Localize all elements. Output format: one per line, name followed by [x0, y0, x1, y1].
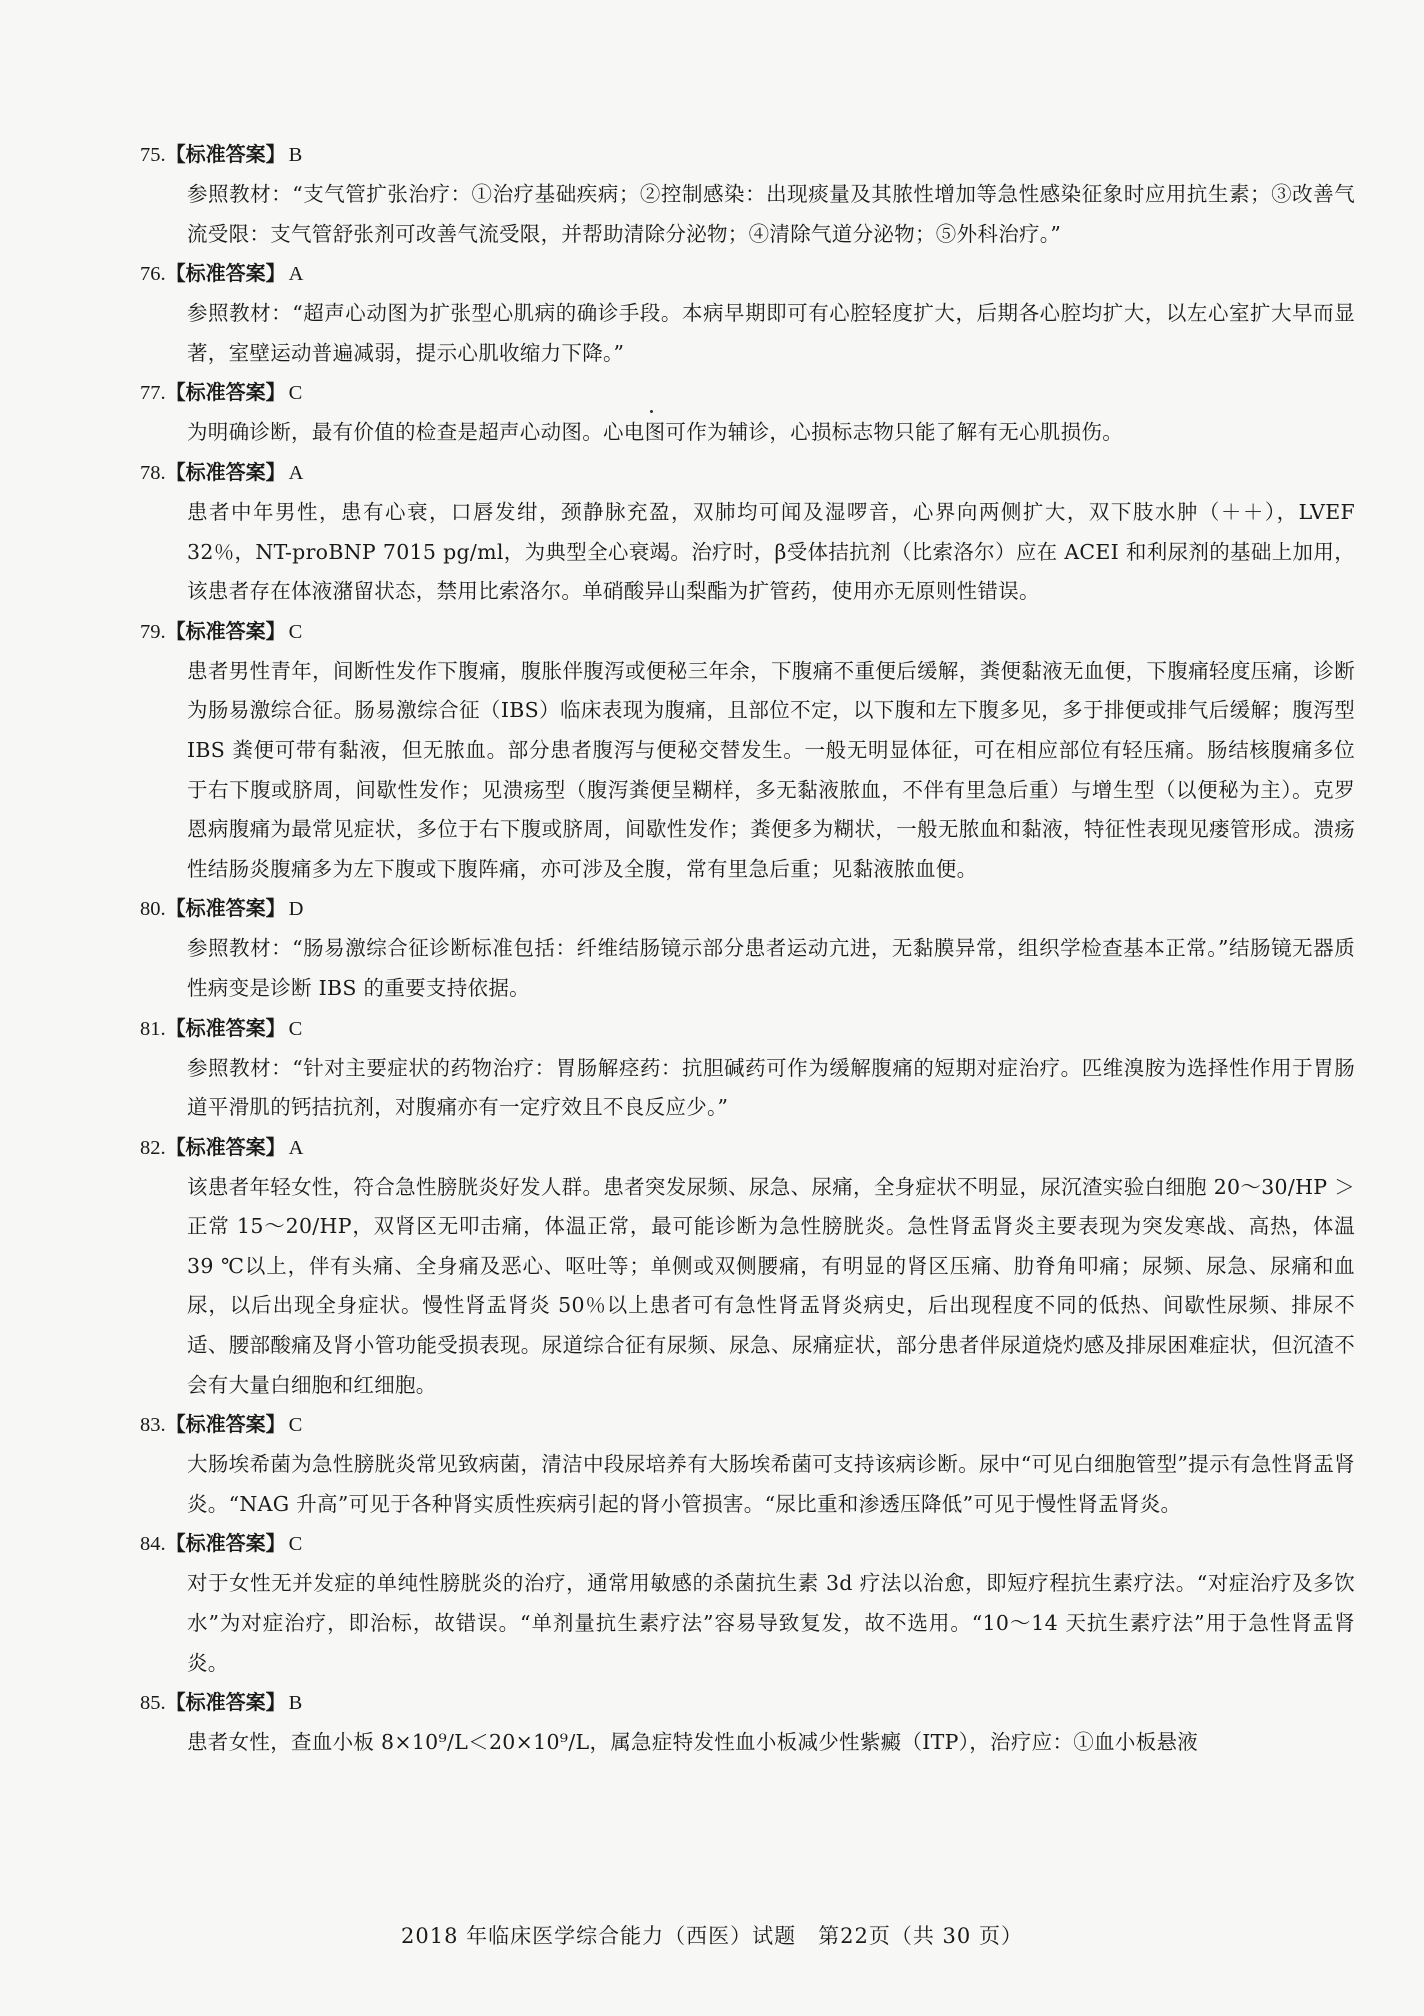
- answer-header: [140, 1128, 1355, 1168]
- question-number: 85.: [140, 1692, 166, 1715]
- question-number: 80.: [140, 898, 166, 921]
- standard-answer-label: 【标准答案】: [165, 896, 286, 921]
- standard-answer-label: 【标准答案】: [165, 261, 286, 286]
- answer-item-83: [140, 1405, 1355, 1524]
- standard-answer-label: 【标准答案】: [165, 459, 286, 484]
- answer-list: [140, 135, 1355, 1763]
- standard-answer-label: 【标准答案】: [165, 618, 286, 643]
- answer-item-77: [140, 373, 1355, 453]
- answer-letter: C: [288, 382, 303, 405]
- answer-letter: A: [288, 461, 304, 484]
- answer-item-84: [140, 1524, 1355, 1683]
- page-footer: 2018 年临床医学综合能力（西医）试题 第22页（共 30 页）: [401, 1924, 1023, 1948]
- answer-letter: A: [288, 1136, 304, 1159]
- answer-letter: B: [288, 1692, 303, 1715]
- answer-header: [140, 1683, 1355, 1723]
- answer-letter: D: [288, 898, 304, 921]
- answer-header: [140, 1524, 1355, 1564]
- answer-letter: C: [288, 1414, 303, 1437]
- explanation-text: 该患者年轻女性，符合急性膀胱炎好发人群。患者突发尿频、尿急、尿痛，全身症状不明显，尿沉渣实验白细胞 20～30/HP ＞正常 15～20/HP，双肾区无叩击痛，体温正常，最可能诊断为急性膀胱炎。急性肾盂肾炎主要表现为突发寒战、高热，体温 39 ℃以上，伴有头痛、全身痛及恶心、呕吐等；单侧或双侧腰痛，有明显的肾区压痛、肋脊角叩痛；尿频、尿急、尿痛和血尿，以后出现全身症状。慢性肾盂肾炎 50％以上患者可有急性肾盂肾炎病史，后出现程度不同的低热、间歇性尿频、排尿不适、腰部酸痛及肾小管功能受损表现。尿道综合征有尿频、尿急、尿痛症状，部分患者伴尿道烧灼感及排尿困难症状，但沉渣不会有大量白细胞和红细胞。: [187, 1174, 1355, 1397]
- question-number: 77.: [140, 382, 166, 405]
- answer-letter: C: [288, 620, 303, 643]
- explanation-text: 患者男性青年，间断性发作下腹痛，腹胀伴腹泻或便秘三年余，下腹痛不重便后缓解，粪便黏液无血便，下腹痛轻度压痛，诊断为肠易激综合征。肠易激综合征（IBS）临床表现为腹痛，且部位不定，以下腹和左下腹多见，多于排便或排气后缓解；腹泻型 IBS 粪便可带有黏液，但无脓血。部分患者腹泻与便秘交替发生。一般无明显体征，可在相应部位有轻压痛。肠结核腹痛多位于右下腹或脐周，间歇性发作；见溃疡型（腹泻粪便呈糊样，多无黏液脓血，不伴有里急后重）与增生型（以便秘为主）。克罗恩病腹痛为最常见症状，多位于右下腹或脐周，间歇性发作；粪便多为糊状，一般无脓血和黏液，特征性表现见瘘管形成。溃疡性结肠炎腹痛多为左下腹或下腹阵痛，亦可涉及全腹，常有里急后重；见黏液脓血便。: [187, 658, 1355, 881]
- answer-item-76: [140, 254, 1355, 373]
- question-number: 82.: [140, 1136, 166, 1159]
- standard-answer-label: 【标准答案】: [165, 380, 286, 405]
- explanation-text: 患者中年男性，患有心衰，口唇发绀，颈静脉充盈，双肺均可闻及湿啰音，心界向两侧扩大，双下肢水肿（＋＋），LVEF 32％，NT-proBNP 7015 pg/ml，为典型全心衰竭。治疗时，β受体拮抗剂（比索洛尔）应在 ACEI 和利尿剂的基础上加用，该患者存在体液潴留状态，禁用比索洛尔。单硝酸异山梨酯为扩管药，使用亦无原则性错误。: [187, 499, 1355, 604]
- standard-answer-label: 【标准答案】: [165, 1690, 286, 1715]
- explanation-text: 参照教材：“针对主要症状的药物治疗：胃肠解痉药：抗胆碱药可作为缓解腹痛的短期对症治疗。匹维溴胺为选择性作用于胃肠道平滑肌的钙拮抗剂，对腹痛亦有一定疗效且不良反应少。”: [187, 1055, 1355, 1120]
- answer-header: [140, 453, 1355, 493]
- question-number: 79.: [140, 620, 166, 643]
- question-number: 84.: [140, 1533, 166, 1556]
- question-number: 81.: [140, 1017, 166, 1040]
- answer-header: [140, 254, 1355, 294]
- answer-letter: A: [288, 263, 304, 286]
- answer-item-80: [140, 889, 1355, 1008]
- answer-header: [140, 1405, 1355, 1445]
- explanation-text: 参照教材：“支气管扩张治疗：①治疗基础疾病；②控制感染：出现痰量及其脓性增加等急性感染征象时应用抗生素；③改善气流受限：支气管舒张剂可改善气流受限，并帮助清除分泌物；④清除气道分泌物；⑤外科治疗。”: [187, 182, 1355, 246]
- question-number: 83.: [140, 1414, 166, 1437]
- answer-header: [140, 889, 1355, 929]
- answer-letter: C: [288, 1533, 303, 1556]
- standard-answer-label: 【标准答案】: [165, 142, 286, 166]
- answer-header: [140, 1009, 1355, 1049]
- answer-item-75: [140, 135, 1355, 254]
- standard-answer-label: 【标准答案】: [165, 1015, 286, 1040]
- explanation-text: 大肠埃希菌为急性膀胱炎常见致病菌，清洁中段尿培养有大肠埃希菌可支持该病诊断。尿中“可见白细胞管型”提示有急性肾盂肾炎。“NAG 升高”可见于各种肾实质性疾病引起的肾小管损害。“尿比重和渗透压降低”可见于慢性肾盂肾炎。: [187, 1452, 1355, 1516]
- answer-header: [140, 612, 1355, 652]
- answer-letter: C: [288, 1017, 303, 1040]
- standard-answer-label: 【标准答案】: [165, 1412, 286, 1437]
- question-number: 75.: [140, 144, 166, 166]
- answer-item-85: [140, 1683, 1355, 1763]
- standard-answer-label: 【标准答案】: [165, 1134, 286, 1159]
- explanation-text: 患者女性，查血小板 8×10⁹/L＜20×10⁹/L，属急症特发性血小板减少性紫癜（ITP），治疗应：①血小板悬液: [187, 1730, 1199, 1755]
- answer-item-81: [140, 1009, 1355, 1128]
- explanation-text: 为明确诊断，最有价值的检查是超声心动图。心电图可作为辅诊，心损标志物只能了解有无心肌损伤。: [187, 420, 1123, 445]
- answer-item-79: [140, 612, 1355, 890]
- answer-header: [140, 135, 1355, 175]
- answer-item-82: [140, 1128, 1355, 1406]
- answer-header: [140, 373, 1355, 413]
- answer-item-78: [140, 453, 1355, 612]
- standard-answer-label: 【标准答案】: [165, 1531, 286, 1556]
- explanation-text: 参照教材：“肠易激综合征诊断标准包括：纤维结肠镜示部分患者运动亢进，无黏膜异常，组织学检查基本正常。”结肠镜无器质性病变是诊断 IBS 的重要支持依据。: [187, 936, 1355, 1000]
- explanation-text: 参照教材：“超声心动图为扩张型心肌病的确诊手段。本病早期即可有心腔轻度扩大，后期各心腔均扩大，以左心室扩大早而显著，室壁运动普遍减弱，提示心肌收缩力下降。”: [187, 301, 1355, 365]
- question-number: 76.: [140, 263, 166, 286]
- explanation-text: 对于女性无并发症的单纯性膀胱炎的治疗，通常用敏感的杀菌抗生素 3d 疗法以治愈，即短疗程抗生素疗法。“对症治疗及多饮水”为对症治疗，即治标，故错误。“单剂量抗生素疗法”容易导致复发，故不选用。“10～14 天抗生素疗法”用于急性肾盂肾炎。: [187, 1571, 1355, 1675]
- answer-letter: B: [288, 144, 303, 166]
- question-number: 78.: [140, 461, 166, 484]
